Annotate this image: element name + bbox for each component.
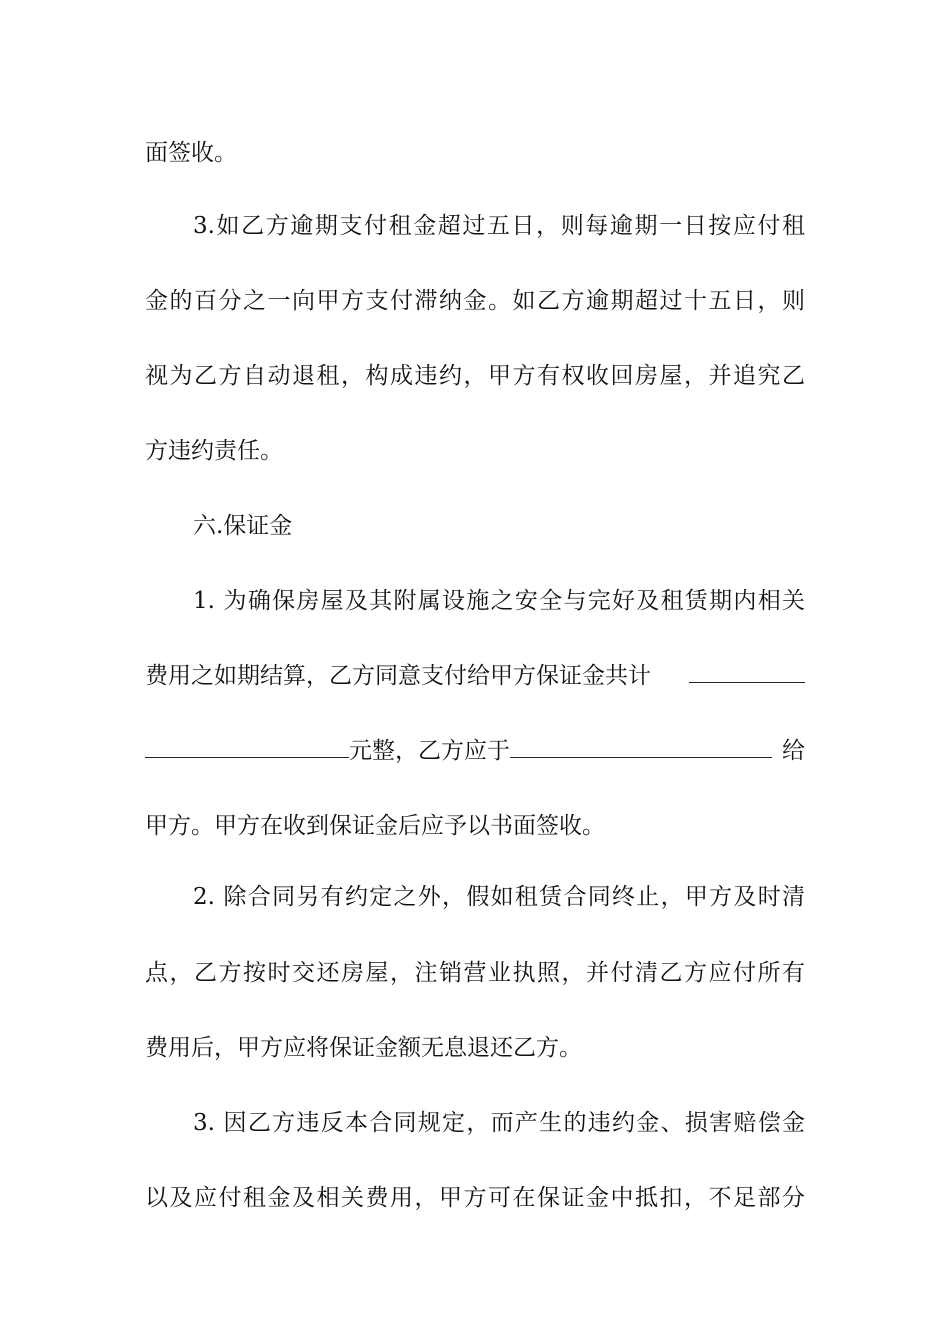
section-heading: 六.保证金 bbox=[193, 513, 293, 539]
amount-blank bbox=[145, 731, 349, 758]
paragraph-line bbox=[145, 656, 805, 696]
paragraph-line: 费用后，甲方应将保证金额无息退还乙方。 bbox=[145, 1035, 582, 1061]
amount-blank bbox=[689, 656, 805, 683]
paragraph-line: 方违约责任。 bbox=[145, 438, 283, 464]
paragraph-line: 甲方。甲方在收到保证金后应予以书面签收。 bbox=[145, 813, 605, 839]
paragraph-line: 1. 为确保房屋及其附属设施之安全与完好及租赁期内相关 bbox=[193, 588, 805, 614]
paragraph-line: 金的百分之一向甲方支付滞纳金。如乙方逾期超过十五日，则 bbox=[145, 288, 805, 314]
paragraph-line: 视为乙方自动退租，构成违约，甲方有权收回房屋，并追究乙 bbox=[145, 363, 805, 389]
line-text: 元整，乙方应于 bbox=[349, 738, 510, 764]
paragraph-line: 以及应付租金及相关费用，甲方可在保证金中抵扣，不足部分 bbox=[145, 1185, 805, 1211]
paragraph-line: 3. 因乙方违反本合同规定，而产生的违约金、损害赔偿金 bbox=[193, 1110, 805, 1136]
paragraph-line: 点，乙方按时交还房屋，注销营业执照，并付清乙方应付所有 bbox=[145, 960, 805, 986]
paragraph-line: 3.如乙方逾期支付租金超过五日，则每逾期一日按应付租 bbox=[193, 213, 805, 239]
paragraph-line: 2. 除合同另有约定之外，假如租赁合同终止，甲方及时清 bbox=[193, 884, 805, 910]
line-text: 费用之如期结算，乙方同意支付给甲方保证金共计 bbox=[145, 663, 651, 689]
paragraph-line bbox=[145, 731, 805, 771]
line-text: 给 bbox=[782, 738, 805, 764]
date-blank bbox=[510, 731, 772, 758]
paragraph-line: 面签收。 bbox=[145, 140, 237, 166]
